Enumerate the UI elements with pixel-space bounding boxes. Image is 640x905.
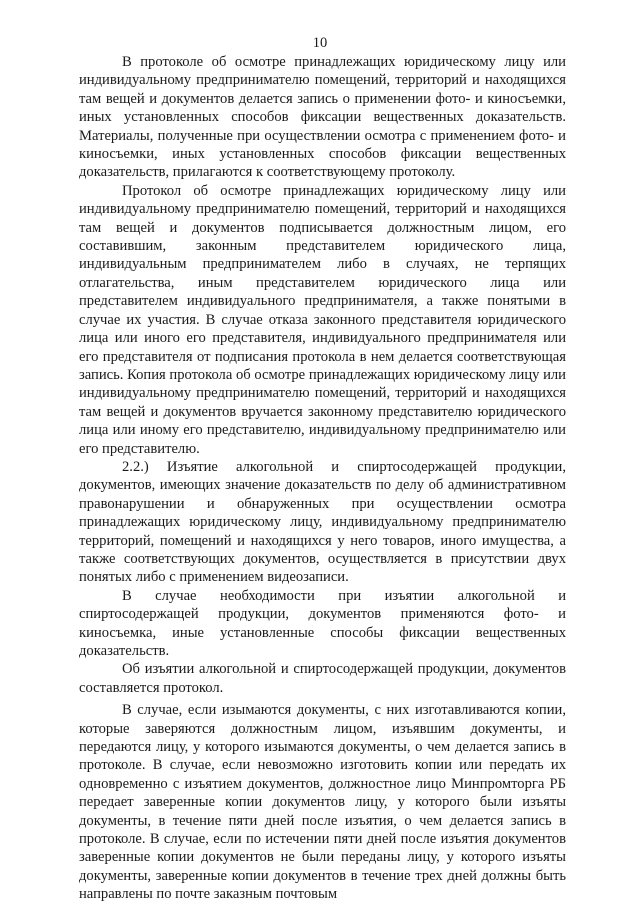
paragraph-protocol-signing: Протокол об осмотре принадлежащих юридическому лицу или индивидуальному предпринимателю помещений, территорий и находящихся там вещей и документов подписывается должностным лицом, его составившим, законным представителем юридического лица, индивидуальным предпринимателем либо в случаях, не терпящих отлагательства, иным представителем юридического лица или представителем индивидуального предпринимателя, а также понятыми в случае их участия. В случае отказа законного представителя юридического лица или иного его представителя, индивидуального предпринимателя или его представителя от подписания протокола в нем делается соответствующая запись. Копия протокола об осмотре принадлежащих юридическому лицу или индивидуальному предпринимателю помещений, территорий и находящихся там вещей и документов вручается законному представителю юридического лица или иному его представителю, индивидуальному предпринимателю или его представителю. bbox=[79, 182, 566, 457]
paragraph-section-2-2: 2.2.) Изъятие алкогольной и спиртосодержащей продукции, документов, имеющих значение доказательств по делу об административном правонарушении и обнаруженных при осуществлении осмотра принадлежащих юридическому лицу, индивидуальному предпринимателю территорий, помещений и находящихся у него товаров, иного имущества, а также соответствующих документов, осуществляется в присутствии двух понятых либо с применением видеозаписи. bbox=[79, 458, 566, 586]
paragraph-document-copies: В случае, если изымаются документы, с них изготавливаются копии, которые заверяются должностным лицом, изъявшим документы, и передаются лицу, у которого изымаются документы, о чем делается запись в протоколе. В случае, если невозможно изготовить копии или передать их одновременно с изъятием документов, должностное лицо Минпромторга РБ передает заверенные копии документов лицу, у которого были изъяты документы, в течение пяти дней после изъятия, о чем делается запись в протоколе. В случае, если по истечении пяти дней после изъятия документов заверенные копии документов не были переданы лицу, у которого изъяты документы, заверенные копии документов в течение трех дней должны быть направлены по почте заказным почтовым bbox=[79, 702, 566, 903]
document-body bbox=[79, 53, 566, 904]
paragraph-seizure-protocol: Об изъятии алкогольной и спиртосодержащей продукции, документов составляется протокол. bbox=[79, 661, 566, 696]
page-number: 10 bbox=[312, 35, 328, 51]
paragraph-protocol-photo: В протоколе об осмотре принадлежащих юридическому лицу или индивидуальному предпринимателю помещений, территорий и находящихся там вещей и документов делается запись о применении фото- и киносъемки, иных установленных способов фиксации вещественных доказательств. Материалы, полученные при осуществлении осмотра с применением фото- и киносъемки, иных установленных способов фиксации вещественных доказательств, прилагаются к соответствующему протоколу. bbox=[79, 54, 566, 181]
paragraph-photo-fixation: В случае необходимости при изъятии алкогольной и спиртосодержащей продукции, документов применяются фото- и киносъемка, иные установленные способы фиксации вещественных доказательств. bbox=[79, 587, 566, 659]
